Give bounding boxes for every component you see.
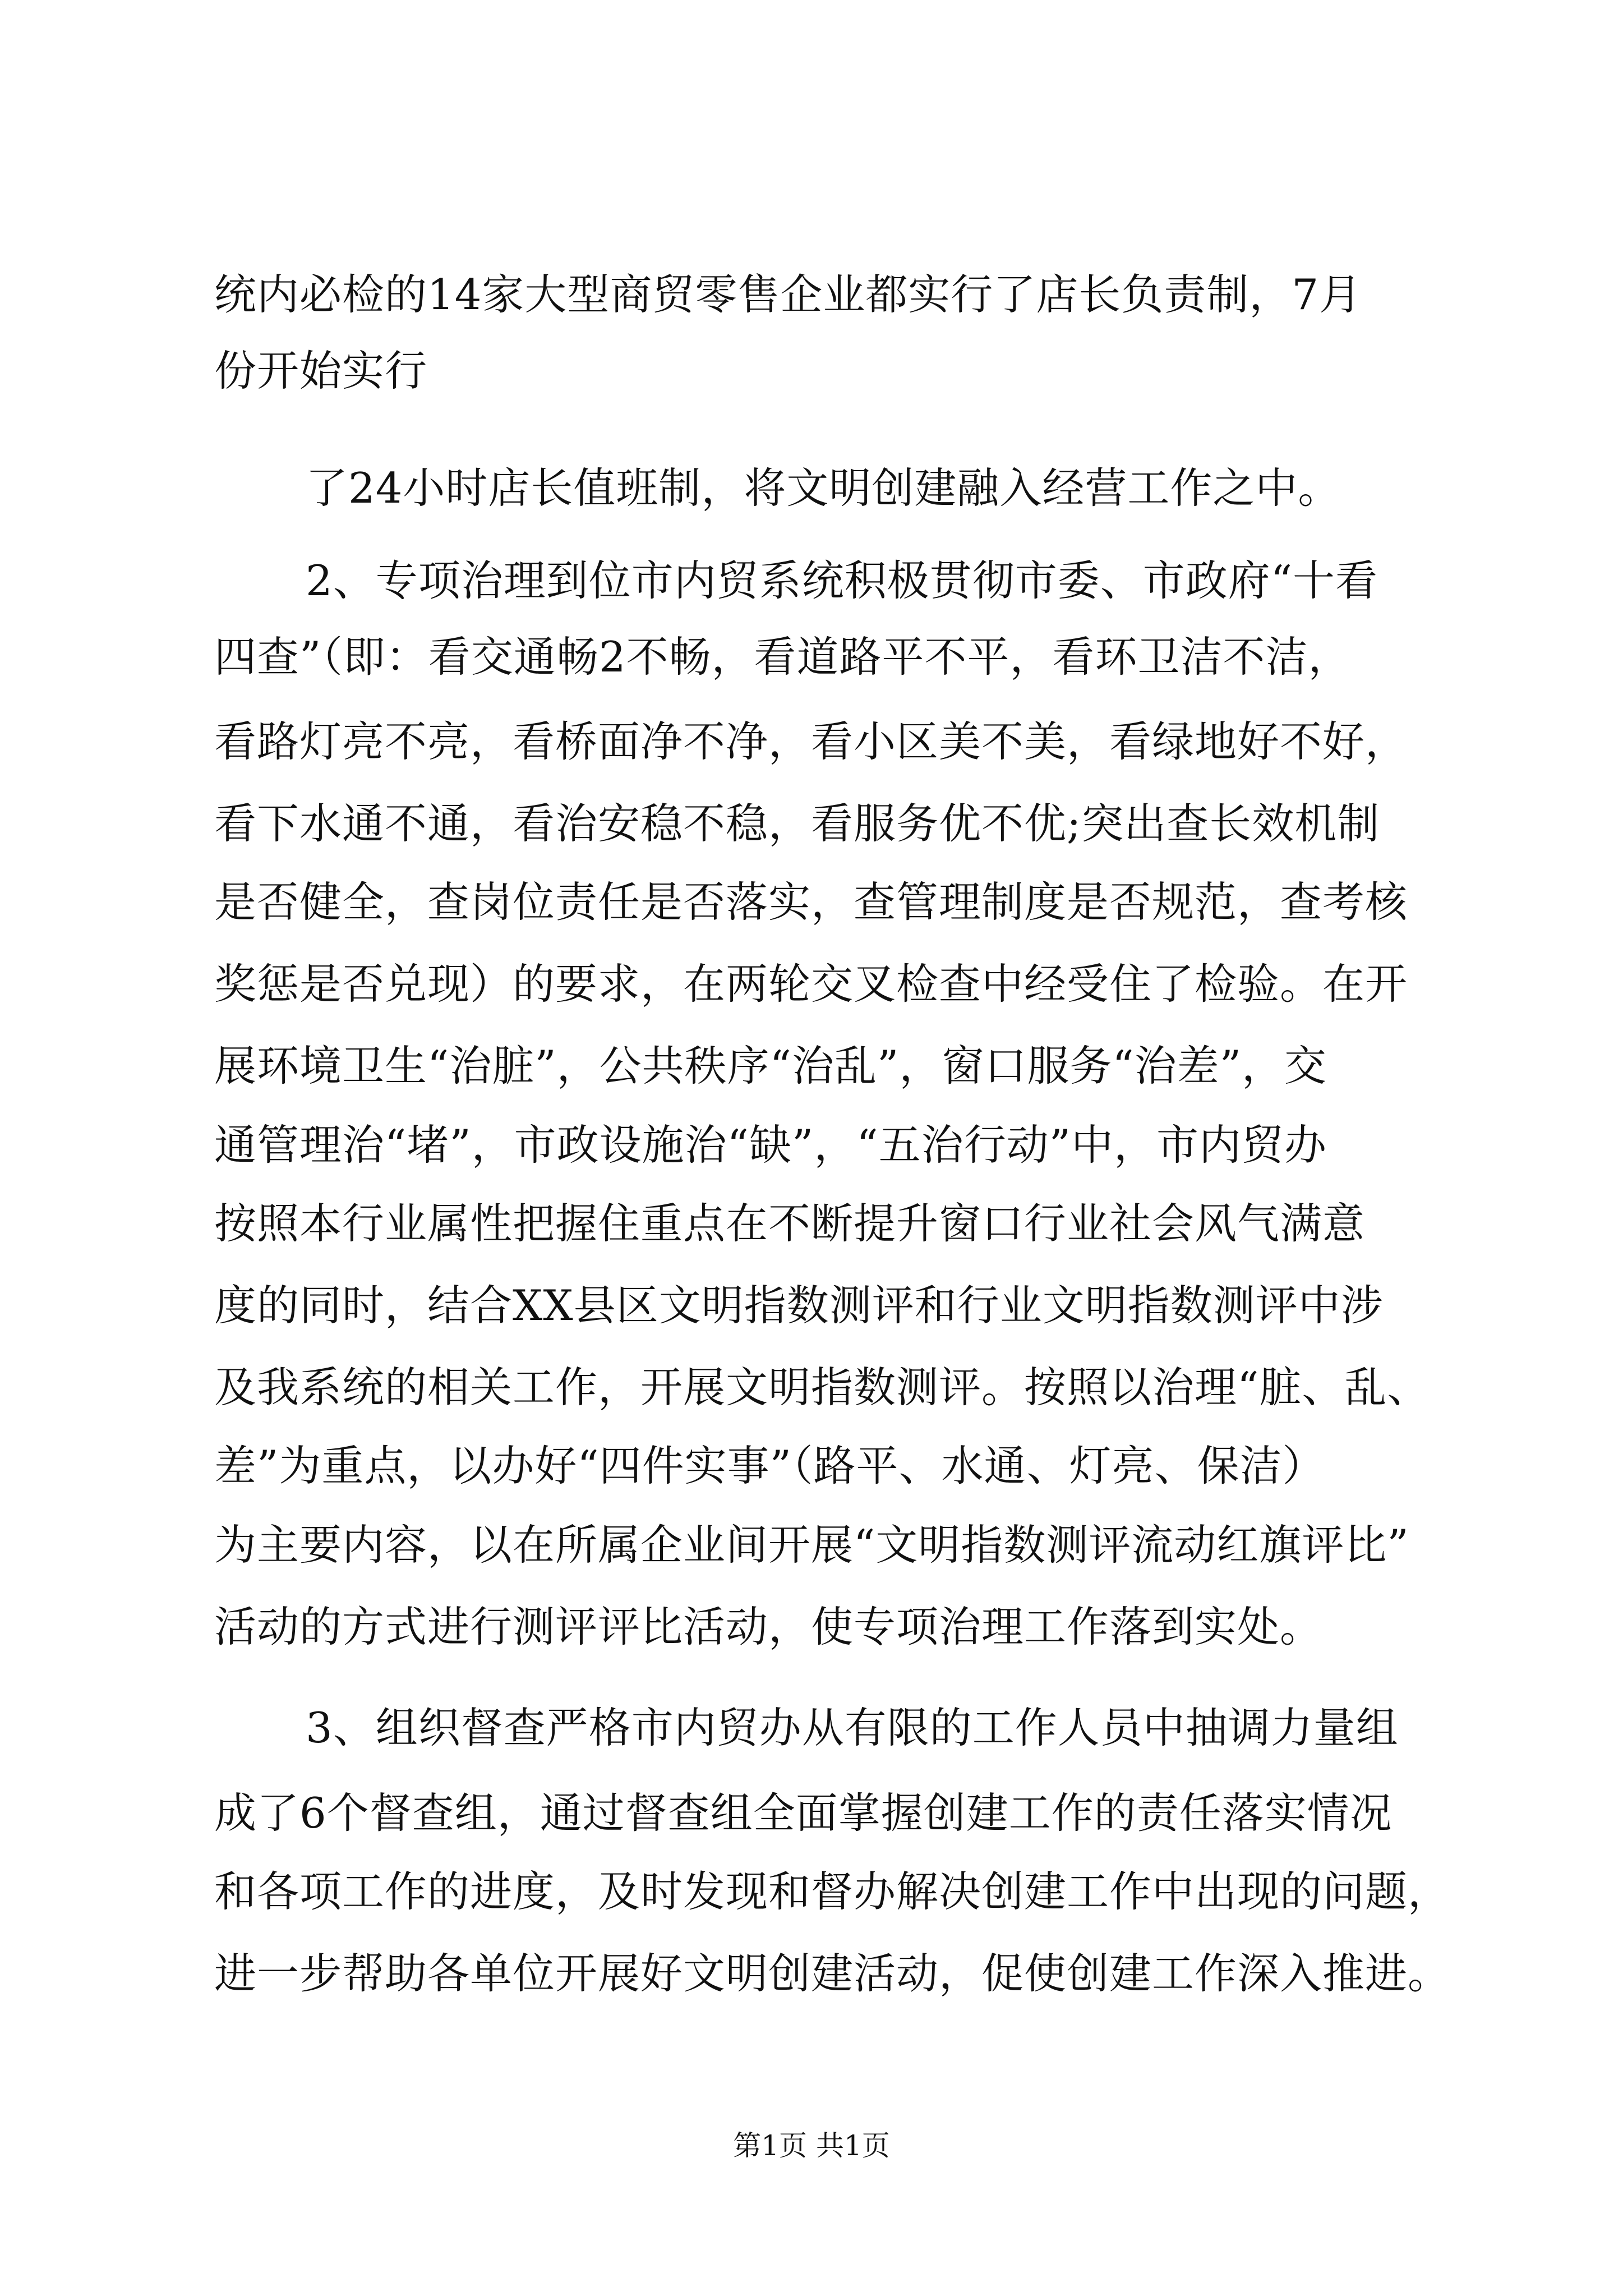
page-number: 第1页 共1页: [733, 2129, 890, 2162]
text-line: 看路灯亮不亮，看桥面净不净，看小区美不美，看绿地好不好，: [214, 717, 1408, 766]
text-line: 和各项工作的进度，及时发现和督办解决创建工作中出现的问题，: [214, 1867, 1451, 1916]
text-line: 按照本行业属性把握住重点在不断提升窗口行业社会风气满意: [214, 1199, 1366, 1248]
text-line: 为主要内容，以在所属企业间开展“文明指数测评流动红旗评比”: [214, 1520, 1409, 1570]
text-line: 3、组织督查严格市内贸办从有限的工作人员中抽调力量组: [306, 1703, 1399, 1752]
text-line: 进一步帮助各单位开展好文明创建活动，促使创建工作深入推进。: [214, 1949, 1451, 1998]
text-line: 展环境卫生“治脏”，公共秩序“治乱”，窗口服务“治差”，交: [214, 1041, 1327, 1091]
text-line: 是否健全，查岗位责任是否落实，查管理制度是否规范，查考核: [214, 877, 1408, 927]
text-line: 四查”（即：看交通畅2不畅，看道路平不平，看环卫洁不洁，: [214, 632, 1351, 682]
text-line: 及我系统的相关工作，开展文明指数测评。按照以治理“脏、乱、: [214, 1363, 1430, 1412]
text-line: 通管理治“堵”，市政设施治“缺”，“五治行动”中，市内贸办: [214, 1120, 1327, 1170]
text-line: 看下水通不通，看治安稳不稳，看服务优不优;突出查长效机制: [214, 799, 1380, 848]
text-line: 统内必检的14家大型商贸零售企业都实行了店长负责制，7月: [214, 270, 1362, 319]
text-line: 奖惩是否兑现）的要求，在两轮交叉检查中经受住了检验。在开: [214, 959, 1408, 1009]
text-line: 份开始实行: [214, 346, 428, 395]
text-line: 2、专项治理到位市内贸系统积极贯彻市委、市政府“十看: [306, 556, 1378, 605]
text-line: 成了6个督查组，通过督查组全面掌握创建工作的责任落实情况: [214, 1788, 1393, 1838]
text-line: 度的同时，结合XX县区文明指数测评和行业文明指数测评中涉: [214, 1281, 1384, 1330]
text-line: 差”为重点，以办好“四件实事”（路平、水通、灯亮、保洁）: [214, 1441, 1325, 1490]
text-line: 了24小时店长值班制，将文明创建融入经营工作之中。: [306, 463, 1341, 513]
text-line: 活动的方式进行测评评比活动，使专项治理工作落到实处。: [214, 1602, 1323, 1651]
